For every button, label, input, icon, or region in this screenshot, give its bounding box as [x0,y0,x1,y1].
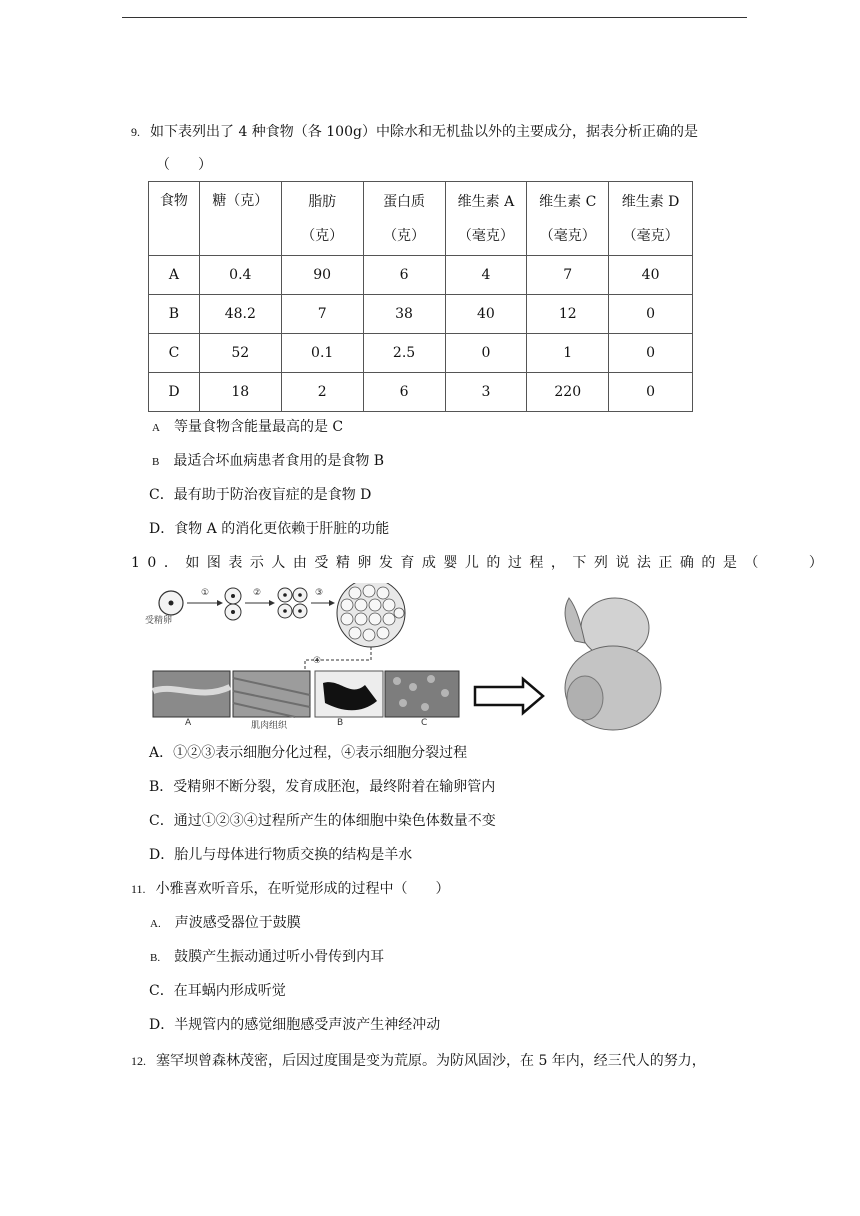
q11-option-d: D．半规管内的感觉细胞感受声波产生神经冲动 [149,1017,441,1033]
table-row [149,295,693,334]
table-cell: 0 [609,334,693,373]
q9-option-d: D．食物 A 的消化更依赖于肝脏的功能 [149,521,390,537]
step-label: ③ [315,588,324,598]
tissue-label-a: A [185,718,192,728]
tissue-label-b: B [337,718,344,728]
q10-option-c: C．通过①②③④过程所产生的体细胞中染色体数量不变 [149,813,496,829]
table-cell: 2.5 [363,334,445,373]
q9-option-b: B 最适合坏血病患者食用的是食物 B [152,453,385,469]
table-cell: 40 [445,295,527,334]
step-label: ① [201,588,210,598]
table-cell: 12 [527,295,609,334]
step-label: ④ [313,656,322,666]
table-cell: 7 [527,256,609,295]
q11-number: 11. [131,882,146,896]
q10-option-d: D．胎儿与母体进行物质交换的结构是羊水 [149,847,413,863]
table-cell: 2 [281,373,363,412]
table-cell: 0 [445,334,527,373]
q9-stem-line [131,121,698,141]
table-cell: 7 [281,295,363,334]
table-cell: 90 [281,256,363,295]
q11-option-a: A. 声波感受器位于鼓膜 [150,915,301,931]
table-cell: 48.2 [199,295,281,334]
table-cell: D [149,373,200,412]
q11-stem: 小雅喜欢听音乐，在听觉形成的过程中（ ） [155,881,450,897]
q9-option-a: A 等量食物含能量最高的是 C [152,419,344,435]
q10-option-b: B．受精卵不断分裂，发育成胚泡，最终附着在输卵管内 [149,779,496,795]
header-cell: 蛋白质 （克） [363,182,445,256]
q10-number: 10． [131,555,186,571]
fertilized-egg-label: 受精卵 [145,616,173,626]
q9-answer-paren: （ ） [156,157,212,173]
table-cell: 6 [363,373,445,412]
table-row [149,334,693,373]
table-cell: 40 [609,256,693,295]
q9-number: 9. [131,125,140,139]
header-cell: 维生素 D （毫克） [609,182,693,256]
table-header-row [149,182,693,256]
table-cell: 220 [527,373,609,412]
q10-stem-line [131,552,830,572]
table-cell: 0.4 [199,256,281,295]
header-cell: 糖（克） [199,182,281,256]
q12-number: 12. [131,1054,146,1068]
table-cell: 1 [527,334,609,373]
nutrition-table [148,181,693,412]
table-cell: C [149,334,200,373]
table-row [149,373,693,412]
table-cell: 52 [199,334,281,373]
development-diagram [145,583,715,735]
table-cell: 38 [363,295,445,334]
table-cell: 3 [445,373,527,412]
q11-option-b: B. 鼓膜产生振动通过听小骨传到内耳 [150,949,385,965]
tissue-label-muscle: 肌肉组织 [251,721,288,731]
q12-stem-line [131,1050,706,1070]
table-cell: 6 [363,256,445,295]
table-cell: 4 [445,256,527,295]
header-cell: 食物 [149,182,200,256]
table-cell: 18 [199,373,281,412]
header-cell: 维生素 A （毫克） [445,182,527,256]
q10-option-a: A．①②③表示细胞分化过程，④表示细胞分裂过程 [149,745,468,761]
table-cell: 0 [609,295,693,334]
q11-stem-line [131,878,450,898]
q11-option-c: C．在耳蜗内形成听觉 [149,983,286,999]
q9-option-c: C．最有助于防治夜盲症的是食物 D [149,487,372,503]
table-cell: 0.1 [281,334,363,373]
table-row [149,256,693,295]
header-cell: 维生素 C （毫克） [527,182,609,256]
tissue-label-c: C [421,718,428,728]
header-cell: 脂肪 （克） [281,182,363,256]
step-label: ② [253,588,262,598]
table-cell: 0 [609,373,693,412]
q9-stem: 如下表列出了 4 种食物（各 100g）中除水和无机盐以外的主要成分，据表分析正确的是 [150,124,698,140]
table-cell: B [149,295,200,334]
q12-stem: 塞罕坝曾森林茂密，后因过度围是变为荒原。为防风固沙，在 5 年内，经三代人的努力， [156,1053,706,1069]
header-rule [122,17,747,18]
table-cell: A [149,256,200,295]
q10-stem: 如图表示人由受精卵发育成婴儿的过程，下列说法正确的是（ ） [185,555,831,571]
embryo-development-figure [145,583,715,735]
